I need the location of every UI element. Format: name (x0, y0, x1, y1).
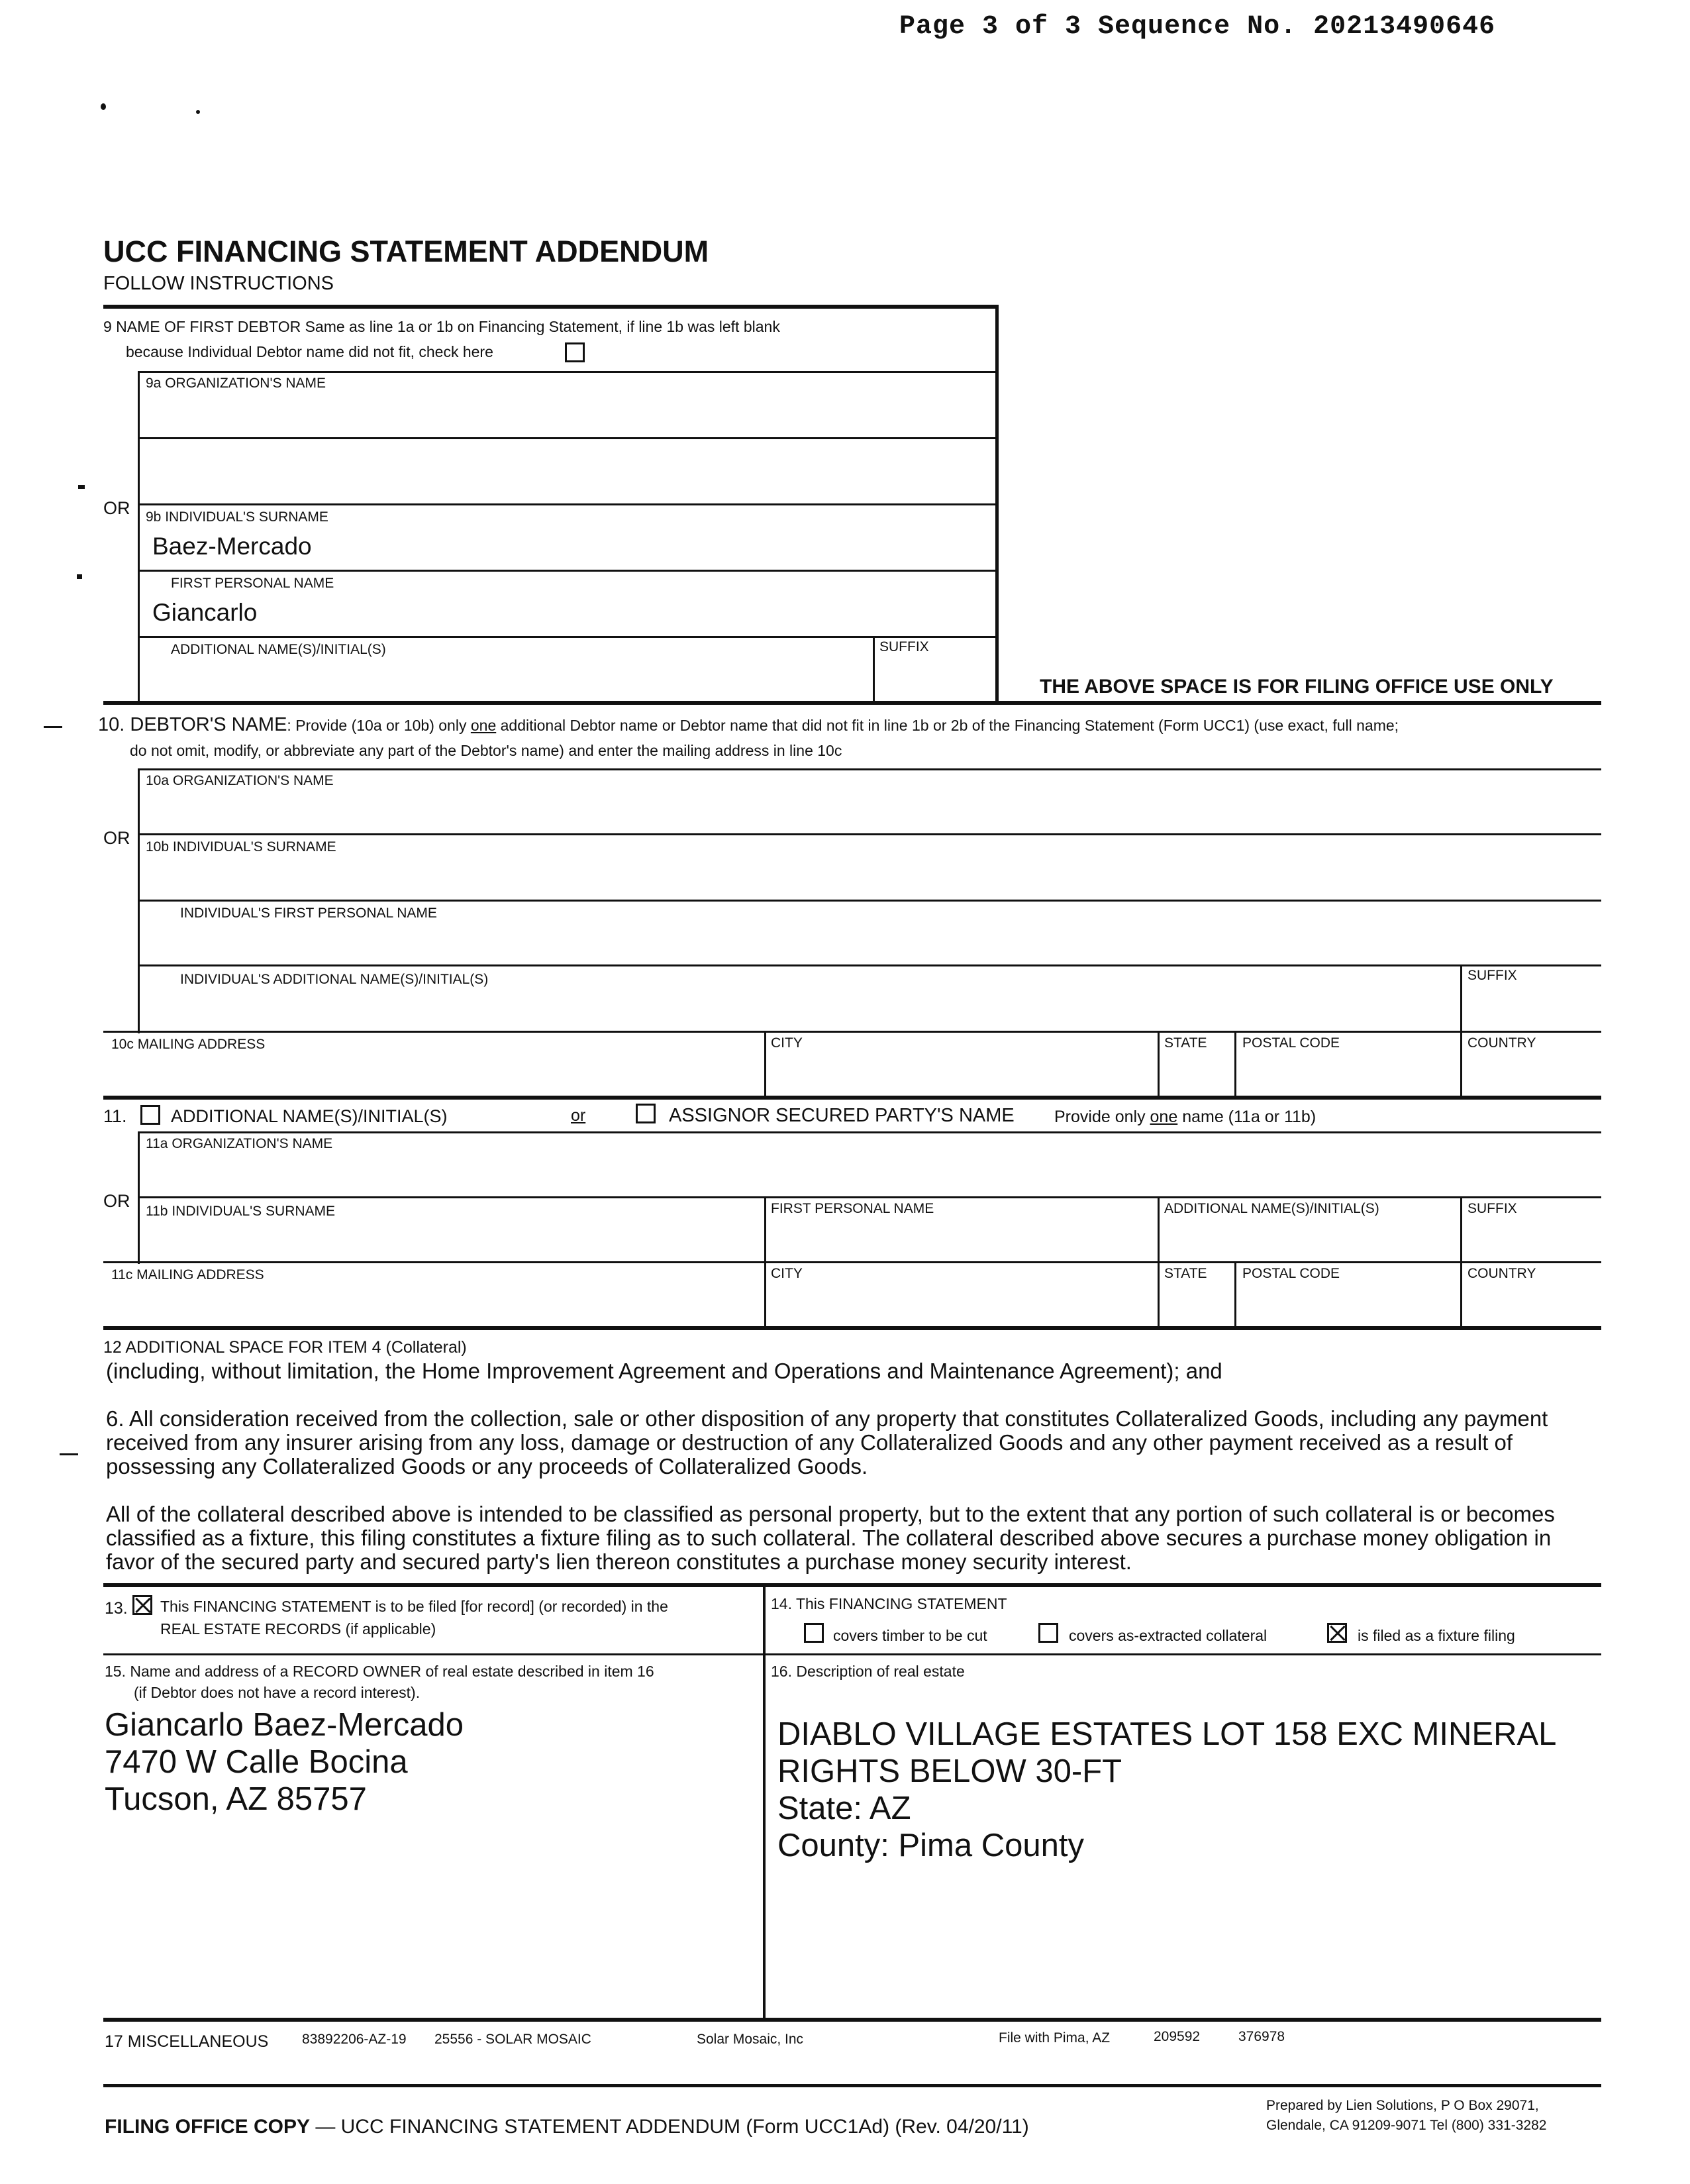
or-label: OR (103, 1191, 130, 1211)
rule (103, 1583, 1601, 1587)
rule (138, 636, 997, 638)
item11-postal-label: POSTAL CODE (1242, 1266, 1340, 1281)
item13-line1: This FINANCING STATEMENT is to be filed [for record] (or recorded) in the (160, 1598, 668, 1615)
item14-fixture-label: is filed as a fixture filing (1358, 1627, 1515, 1644)
rule (138, 833, 1601, 835)
misc-num1: 209592 (1154, 2029, 1201, 2044)
item10-label-text: : Provide (10a or 10b) only (287, 717, 471, 734)
rule (138, 1196, 1601, 1198)
rule (873, 636, 875, 702)
item11a-label: 11a ORGANIZATION'S NAME (146, 1136, 333, 1151)
item11-city-label: CITY (771, 1266, 803, 1281)
record-owner-name: Giancarlo Baez-Mercado (105, 1707, 464, 1743)
footer-copy-bold: FILING OFFICE COPY (105, 2116, 311, 2138)
item10b-label: 10b INDIVIDUAL'S SURNAME (146, 839, 336, 855)
misc-file-with: File with Pima, AZ (999, 2030, 1111, 2046)
prepared-by-line1: Prepared by Lien Solutions, P O Box 29071, (1266, 2098, 1539, 2113)
item11b-label: 11b INDIVIDUAL'S SURNAME (146, 1204, 336, 1219)
item9-checkbox[interactable] (565, 342, 585, 362)
or-label: OR (103, 498, 130, 518)
item10-label-line2: do not omit, modify, or abbreviate any part of the Debtor's name) and enter the mailing address in line 10c (130, 742, 842, 759)
misc-num2: 376978 (1238, 2029, 1285, 2044)
item11c-label: 11c MAILING ADDRESS (111, 1267, 264, 1282)
item9-label-line2: because Individual Debtor name did not fit, check here (126, 343, 493, 360)
rule (138, 371, 140, 702)
item9-label: 9 NAME OF FIRST DEBTOR Same as line 1a or 1b on Financing Statement, if line 1b was left blank (103, 318, 780, 335)
item11-state-label: STATE (1164, 1266, 1207, 1281)
prepared-by-line2: Glendale, CA 91209-9071 Tel (800) 331-3282 (1266, 2118, 1547, 2133)
rule (138, 437, 997, 439)
rule (1158, 1031, 1160, 1097)
record-owner-street: 7470 W Calle Bocina (105, 1744, 408, 1780)
item10-additional-label: INDIVIDUAL'S ADDITIONAL NAME(S)/INITIAL(S) (180, 972, 489, 987)
fixture-filing-checkbox[interactable] (1327, 1623, 1347, 1643)
rule (103, 1096, 1601, 1100)
debtor-surname-value: Baez-Mercado (152, 533, 312, 560)
scan-speck (60, 1453, 78, 1455)
page-sequence-header: Page 3 of 3 Sequence No. 20213490646 (899, 12, 1496, 42)
timber-checkbox[interactable] (804, 1623, 824, 1643)
real-estate-desc-line2: RIGHTS BELOW 30-FT (777, 1753, 1122, 1789)
item11-assignor-label: ASSIGNOR SECURED PARTY'S NAME (669, 1105, 1015, 1126)
rule (1234, 1031, 1236, 1097)
form-title: UCC FINANCING STATEMENT ADDENDUM (103, 234, 709, 268)
item14-label: 14. This FINANCING STATEMENT (771, 1595, 1007, 1612)
item10-state-label: STATE (1164, 1035, 1207, 1051)
item14-extracted-label: covers as-extracted collateral (1069, 1627, 1268, 1644)
rule (138, 964, 1601, 966)
rule (764, 1031, 766, 1097)
rule (103, 1653, 1601, 1655)
rule (138, 1131, 1601, 1133)
item10-label (98, 715, 1399, 735)
item11-or (571, 1108, 585, 1124)
item10-first-name-label: INDIVIDUAL'S FIRST PERSONAL NAME (180, 906, 437, 921)
item14-timber-label: covers timber to be cut (833, 1627, 987, 1644)
rule (103, 305, 999, 309)
record-owner-city: Tucson, AZ 85757 (105, 1781, 367, 1817)
item11-suffix-label: SUFFIX (1467, 1201, 1517, 1216)
scan-speck (44, 726, 62, 728)
item15-label-line2: (if Debtor does not have a record interest). (134, 1684, 421, 1701)
real-estate-records-checkbox[interactable] (132, 1595, 152, 1615)
item10-country-label: COUNTRY (1467, 1035, 1536, 1051)
item10-city-label: CITY (771, 1035, 803, 1051)
collateral-para-1: (including, without limitation, the Home Improvement Agreement and Operations and Maintenance Agreement); and (106, 1359, 1222, 1383)
scan-speck (77, 574, 82, 579)
item9-suffix-label: SUFFIX (879, 639, 929, 654)
rule (138, 503, 997, 505)
item11-additional-label: ADDITIONAL NAME(S)/INITIAL(S) (1164, 1201, 1379, 1216)
rule (763, 1583, 766, 2020)
real-estate-desc-line1: DIABLO VILLAGE ESTATES LOT 158 EXC MINERAL (777, 1716, 1557, 1752)
collateral-para-3: All of the collateral described above is intended to be classified as personal property, but to the extent that any portion of such collateral is or becomes classified as a fixture, this filing constitutes a fixture filing as to such collateral. The collateral described above secures a purchase money obligation in favor of the secured party and secured party's lien thereon constitutes a purchase money security interest. (106, 1502, 1555, 1574)
item11-provide-one: one (1150, 1108, 1178, 1126)
item11-number: 11. (103, 1106, 127, 1126)
rule (138, 768, 1601, 770)
rule (103, 701, 1601, 705)
assignor-secured-party-checkbox[interactable] (636, 1104, 656, 1123)
item10-heading: 10. DEBTOR'S NAME (98, 714, 287, 735)
collateral-para-2: 6. All consideration received from the collection, sale or other disposition of any property that constitutes Collateralized Goods, including any payment received from any insurer arising from any loss, damage or destruction of any Collateralized Goods and any other payment received as a result of possessing any Collateralized Goods or any proceeds of Collateralized Goods. (106, 1406, 1548, 1479)
item15-label: 15. Name and address of a RECORD OWNER of real estate described in item 16 (105, 1663, 654, 1680)
item13-number: 13. (105, 1599, 128, 1618)
scan-speck (78, 485, 85, 489)
item9a-label: 9a ORGANIZATION'S NAME (146, 376, 326, 391)
item10-postal-label: POSTAL CODE (1242, 1035, 1340, 1051)
misc-ref: 83892206-AZ-19 (302, 2032, 407, 2047)
item13-line2: REAL ESTATE RECORDS (if applicable) (160, 1620, 436, 1638)
item10-label-text-b: additional Debtor name or Debtor name that did not fit in line 1b or 2b of the Financing Statement (Form UCC1) (use exact, full name; (496, 717, 1399, 734)
rule (103, 1261, 1601, 1263)
footer-copy (105, 2117, 1029, 2137)
item16-label: 16. Description of real estate (771, 1663, 965, 1680)
item10a-label: 10a ORGANIZATION'S NAME (146, 773, 334, 788)
item11-provide-note (1054, 1109, 1316, 1125)
misc-party: Solar Mosaic, Inc (697, 2032, 804, 2047)
scan-speck (101, 103, 106, 110)
scan-speck (196, 110, 200, 114)
item10c-label: 10c MAILING ADDRESS (111, 1037, 266, 1052)
item11-first-name-label: FIRST PERSONAL NAME (771, 1201, 934, 1216)
real-estate-county: County: Pima County (777, 1828, 1084, 1863)
rule (138, 371, 997, 373)
rule (103, 1031, 1601, 1033)
rule (103, 2084, 1601, 2087)
item9-additional-label: ADDITIONAL NAME(S)/INITIAL(S) (171, 642, 386, 657)
item10-label-one: one (470, 717, 497, 734)
real-estate-state: State: AZ (777, 1791, 911, 1826)
footer-copy-rest: — UCC FINANCING STATEMENT ADDENDUM (Form UCC1Ad) (Rev. 04/20/11) (310, 2116, 1029, 2138)
item9-first-name-label: FIRST PERSONAL NAME (171, 576, 334, 591)
as-extracted-checkbox[interactable] (1038, 1623, 1058, 1643)
item11-country-label: COUNTRY (1467, 1266, 1536, 1281)
item11-or-word: or (571, 1106, 586, 1125)
item11-provide-text-b: name (11a or 11b) (1177, 1108, 1317, 1126)
debtor-first-name-value: Giancarlo (152, 599, 258, 626)
item9b-label: 9b INDIVIDUAL'S SURNAME (146, 509, 328, 525)
rule (138, 900, 1601, 902)
or-label: OR (103, 828, 130, 848)
misc-id: 25556 - SOLAR MOSAIC (434, 2032, 591, 2047)
rule (138, 570, 997, 572)
item17-label: 17 MISCELLANEOUS (105, 2032, 269, 2051)
rule (1234, 1261, 1236, 1327)
item10-suffix-label: SUFFIX (1467, 968, 1517, 983)
rule (103, 2018, 1601, 2022)
additional-secured-party-checkbox[interactable] (140, 1105, 160, 1125)
form-subtitle: FOLLOW INSTRUCTIONS (103, 273, 334, 294)
rule (103, 1326, 1601, 1330)
item11-provide-text: Provide only (1054, 1108, 1150, 1126)
filing-office-note: THE ABOVE SPACE IS FOR FILING OFFICE USE ONLY (1040, 676, 1554, 698)
item12-label: 12 ADDITIONAL SPACE FOR ITEM 4 (Collateral) (103, 1338, 467, 1357)
item11-additional-label: ADDITIONAL NAME(S)/INITIAL(S) (171, 1106, 448, 1126)
